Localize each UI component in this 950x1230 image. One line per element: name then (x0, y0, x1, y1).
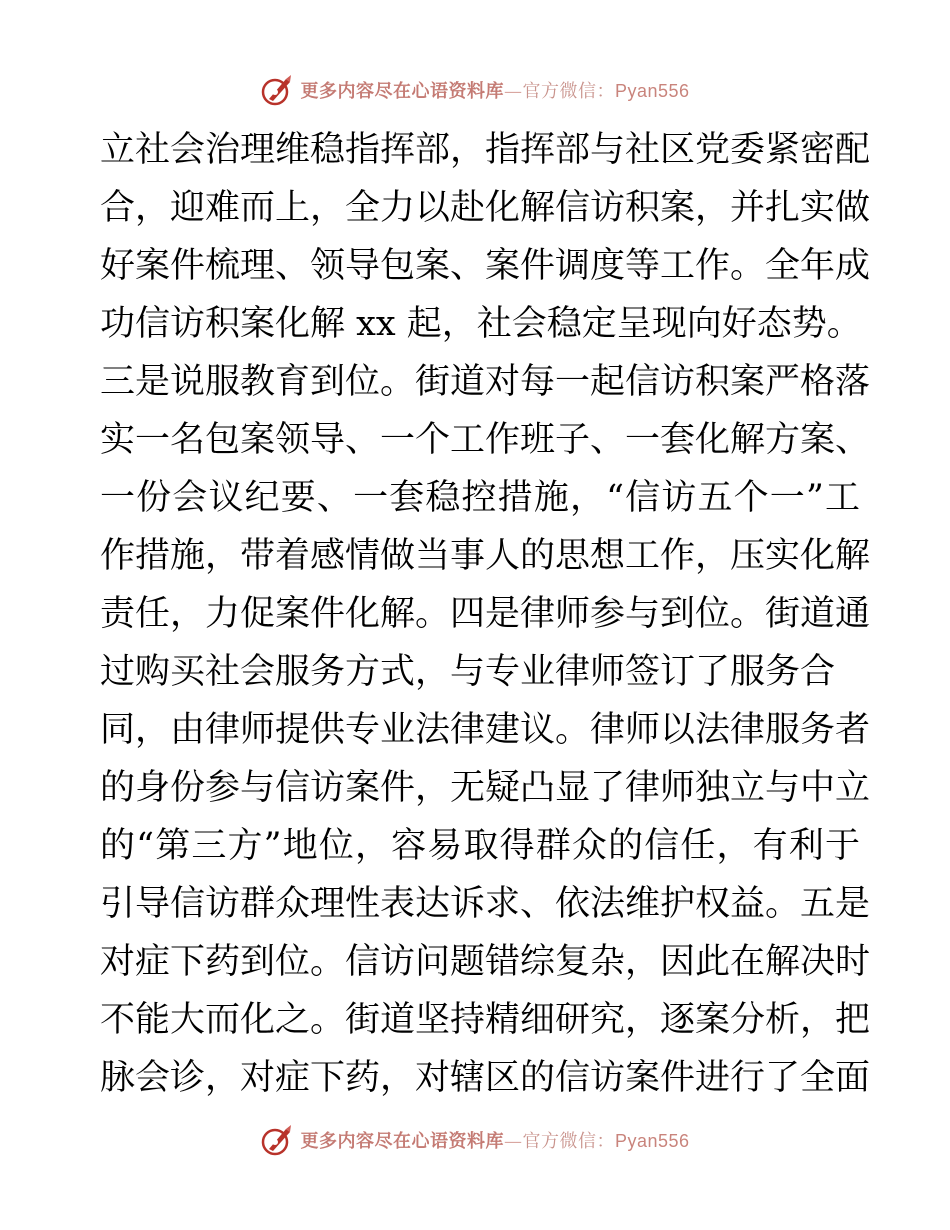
text-line: 责任，力促案件化解。四是律师参与到位。街道通 (100, 594, 871, 634)
text-line: 功信访积案化解 xx 起，社会稳定呈现向好态势。 (100, 304, 862, 344)
header-handle: Pyan556 (614, 81, 690, 101)
header-watermark (0, 72, 950, 108)
body-text (100, 126, 871, 1112)
header-watermark-text (300, 77, 689, 103)
footer-handle: Pyan556 (614, 1131, 690, 1151)
text-line: 立社会治理维稳指挥部，指挥部与社区党委紧密配 (100, 130, 871, 170)
text-line: 一份会议纪要、一套稳控措施，“信访五个一”工 (100, 478, 860, 518)
text-line: 引导信访群众理性表达诉求、依法维护权益。五是 (100, 884, 871, 924)
quill-pen-logo-icon (260, 73, 294, 107)
footer-official-label: 官方微信： (522, 1131, 615, 1152)
quill-pen-logo-icon (260, 1123, 294, 1157)
text-line: 过购买社会服务方式，与专业律师签订了服务合 (100, 652, 836, 692)
footer-brand-text: 更多内容尽在心语资料库 (300, 1131, 504, 1152)
text-line: 同，由律师提供专业法律建议。律师以法律服务者 (100, 710, 871, 750)
text-line: 的身份参与信访案件，无疑凸显了律师独立与中立 (100, 768, 871, 808)
footer-separator: — (503, 1131, 523, 1152)
text-line: 三是说服教育到位。街道对每一起信访积案严格落 (100, 362, 871, 402)
header-separator: — (503, 81, 523, 102)
text-line: 对症下药到位。信访问题错综复杂，因此在解决时 (100, 942, 871, 982)
header-brand-text: 更多内容尽在心语资料库 (300, 81, 504, 102)
footer-watermark-text (300, 1127, 689, 1153)
text-line: 的“第三方”地位，容易取得群众的信任，有利于 (100, 826, 860, 866)
footer-watermark (0, 1122, 950, 1158)
text-line: 脉会诊，对症下药，对辖区的信访案件进行了全面 (100, 1058, 871, 1098)
text-line: 好案件梳理、领导包案、案件调度等工作。全年成 (100, 246, 871, 286)
text-line: 合，迎难而上，全力以赴化解信访积案，并扎实做 (100, 188, 871, 228)
header-official-label: 官方微信： (522, 81, 615, 102)
text-line: 实一名包案领导、一个工作班子、一套化解方案、 (100, 420, 871, 460)
text-line: 不能大而化之。街道坚持精细研究，逐案分析，把 (100, 1000, 871, 1040)
text-line: 作措施，带着感情做当事人的思想工作，压实化解 (100, 536, 871, 576)
